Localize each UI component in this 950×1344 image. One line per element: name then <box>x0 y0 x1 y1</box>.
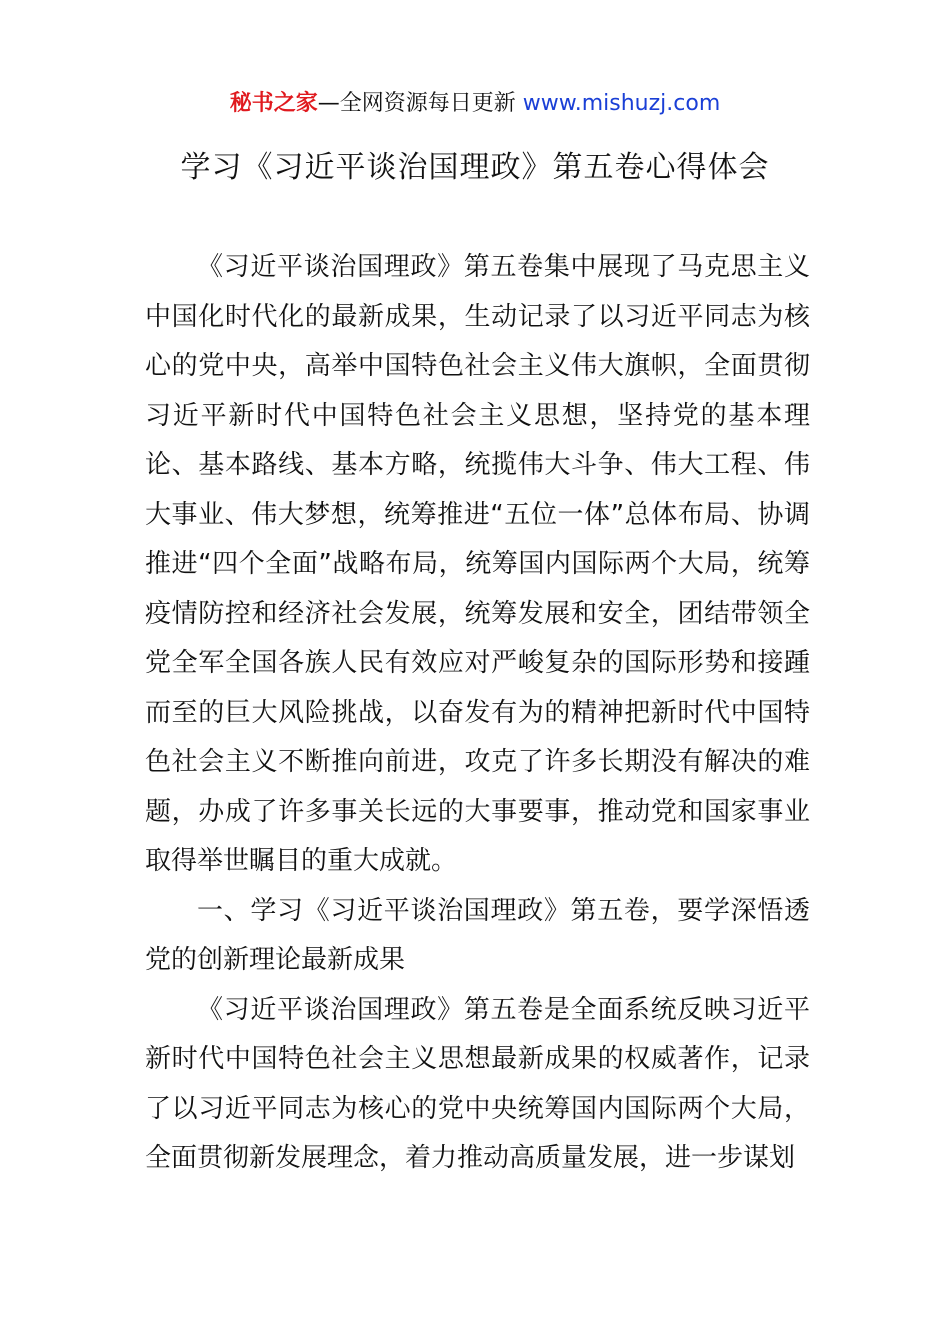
document-title: 学习《习近平谈治国理政》第五卷心得体会 <box>180 150 770 185</box>
site-url-link[interactable]: www.mishuzj.com <box>522 91 721 116</box>
section-heading-1: 一、学习《习近平谈治国理政》第五卷，要学深悟透党的创新理论最新成果 <box>145 895 810 975</box>
section-paragraph-1: 《习近平谈治国理政》第五卷是全面系统反映习近平新时代中国特色社会主义思想最新成果的权威著作，记录了以习近平同志为核心的党中央统筹国内国际两个大局，全面贯彻新发展理念，着力推动高质量发展，进一步谋划 <box>145 994 810 1173</box>
site-header <box>0 88 950 120</box>
intro-paragraph: 《习近平谈治国理政》第五卷集中展现了马克思主义中国化时代化的最新成果，生动记录了以习近平同志为核心的党中央，高举中国特色社会主义伟大旗帜，全面贯彻习近平新时代中国特色社会主义思想，坚持党的基本理论、基本路线、基本方略，统揽伟大斗争、伟大工程、伟大事业、伟大梦想，统筹推进“五位一体”总体布局、协调推进“四个全面”战略布局，统筹国内国际两个大局，统筹疫情防控和经济社会发展，统筹发展和安全，团结带领全党全军全国各族人民有效应对严峻复杂的国际形势和接踵而至的巨大风险挑战，以奋发有为的精神把新时代中国特色社会主义不断推向前进，攻克了许多长期没有解决的难题，办成了许多事关长远的大事要事，推动党和国家事业取得举世瞩目的重大成就。 <box>145 252 810 876</box>
site-tagline: —全网资源每日更新 <box>317 91 523 116</box>
document-body <box>145 243 810 1184</box>
site-brand: 秘书之家 <box>229 91 318 116</box>
